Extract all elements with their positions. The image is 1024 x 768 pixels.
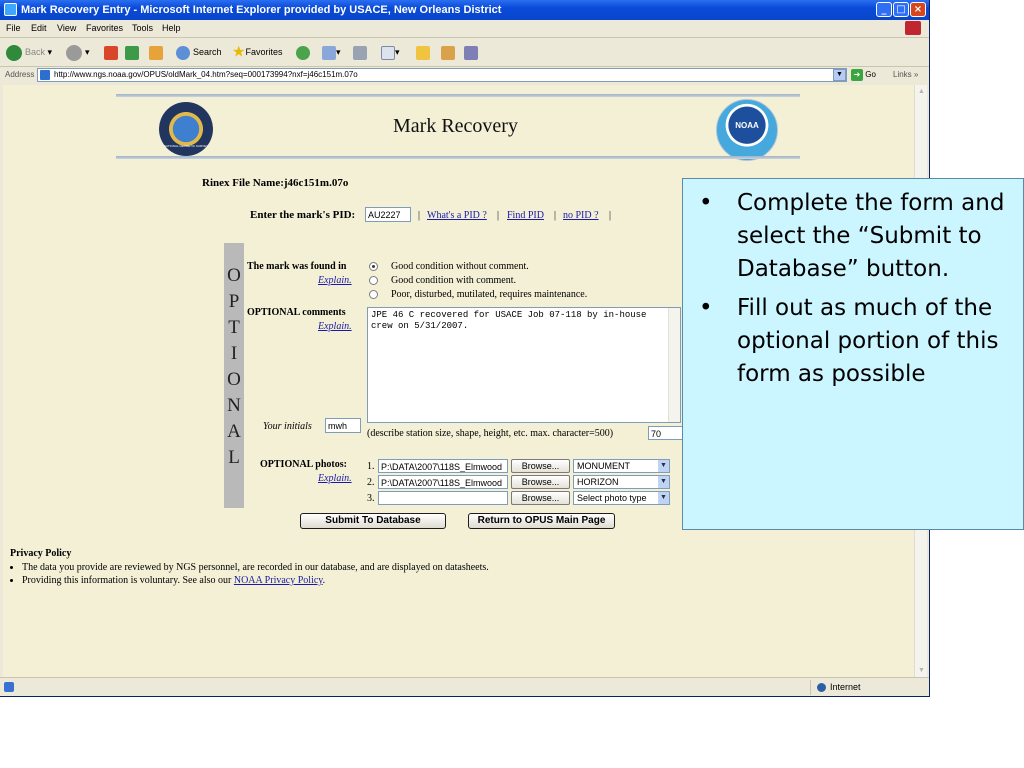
- address-label: Address: [5, 70, 35, 79]
- menu-help[interactable]: Help: [162, 23, 181, 33]
- page-status-icon: [4, 682, 14, 692]
- window-title: Mark Recovery Entry - Microsoft Internet Explorer provided by USACE, New Orleans District: [21, 4, 502, 16]
- stop-button[interactable]: [104, 43, 118, 61]
- back-button[interactable]: Back ▾: [6, 43, 52, 61]
- home-icon: [149, 46, 163, 60]
- photos-explain-link[interactable]: Explain.: [318, 473, 352, 484]
- close-button[interactable]: ×: [910, 2, 926, 17]
- condition-radio-good[interactable]: [369, 262, 378, 271]
- browse-button-3[interactable]: Browse...: [511, 491, 570, 505]
- edit-icon: [381, 46, 395, 60]
- privacy-policy: [10, 548, 489, 587]
- char-count-field: 70: [648, 426, 684, 440]
- menu-favorites[interactable]: Favorites: [86, 23, 124, 33]
- home-button[interactable]: [149, 43, 163, 61]
- chevron-down-icon: ▼: [658, 460, 669, 472]
- menu-file[interactable]: File: [6, 23, 21, 33]
- instruction-callout: [682, 178, 1024, 530]
- optional-letters: [224, 263, 244, 471]
- optional-section-bar: [224, 243, 244, 508]
- optional-letter: O: [227, 265, 241, 286]
- condition-option-3: Poor, disturbed, mutilated, requires maintenance.: [391, 289, 588, 300]
- chevron-down-icon: ▼: [658, 476, 669, 488]
- describe-hint: (describe station size, shape, height, etc. max. character=500): [367, 428, 614, 439]
- address-url: http://www.ngs.noaa.gov/OPUS/oldMark_04.htm?seq=000173994?nxf=j46c151m.07o: [54, 70, 358, 79]
- minimize-button[interactable]: _: [876, 2, 892, 17]
- find-pid-link[interactable]: Find PID: [507, 210, 544, 221]
- bullet-icon: •: [699, 295, 713, 321]
- bottom-rule: [116, 156, 800, 159]
- folder-button[interactable]: [416, 43, 430, 61]
- browse-button-1[interactable]: Browse...: [511, 459, 570, 473]
- menu-bar: [0, 20, 930, 38]
- maximize-button[interactable]: □: [893, 2, 909, 17]
- history-icon: [296, 46, 310, 60]
- windows-logo-icon: [905, 21, 921, 35]
- optional-letter: I: [230, 343, 238, 364]
- pid-label: Enter the mark's PID:: [250, 209, 356, 221]
- print-button[interactable]: [353, 43, 367, 61]
- privacy-item-1: • The data you provide are reviewed by NGS personnel, are recorded in our database, and are displayed on datasheets.: [22, 561, 489, 574]
- go-arrow-icon: ➜: [851, 69, 863, 81]
- condition-radio-comment[interactable]: [369, 276, 378, 285]
- privacy-item-2: • Providing this information is voluntary. See also our NOAA Privacy Policy.: [22, 574, 489, 587]
- optional-letter: L: [228, 447, 240, 468]
- bullet-icon: •: [699, 190, 713, 216]
- initials-label: Your initials: [263, 421, 312, 432]
- research-icon: [441, 46, 455, 60]
- menu-view[interactable]: View: [57, 23, 77, 33]
- photo-path-input-1[interactable]: P:\DATA\2007\118S_Elmwood: [378, 459, 508, 473]
- page-icon: [40, 70, 50, 80]
- toolbar: [0, 38, 930, 67]
- ngs-seal-logo: NATIONAL GEODETIC SURVEY: [159, 102, 213, 156]
- initials-input[interactable]: mwh: [325, 418, 361, 433]
- callout-item-2: • Fill out as much of the optional portion of this form as possible: [697, 292, 1019, 391]
- photo-path-input-2[interactable]: P:\DATA\2007\118S_Elmwood: [378, 475, 508, 489]
- menu-edit[interactable]: Edit: [31, 23, 47, 33]
- top-rule: [116, 94, 800, 97]
- favorites-button[interactable]: ★Favorites: [232, 43, 283, 61]
- page-content: NATIONAL GEODETIC SURVEY Mark Recovery NOAA Rinex File Name:j46c151m.07o Enter the mark's PID: AU2227 | What's a PID ? | Find PID | no PID ? | O P T I O N A L The mark was found in Explain. Good condition without comment. Good condition with comment. Poor, disturbed, mutilated, requires maintenance. OPTIONAL comments Explain. JPE 46 C recovered for USACE Job 07-118 by in-house crew on 5/31/2007. Your initials mwh (describe station size, shape, height, etc. max. character=500) 70 OPTIONAL photos: Explain. 1. P:\DATA\2007\118S_Elmwood Browse... MONUMENT ▼ 2. P:\DATA\2007\118S_Elmwood Browse... HORIZON ▼ 3. Browse... Select photo type ▼ Submit To Database Return to OPUS Main Page Privacy Policy • The data you provide are reviewed by NGS personnel, are recorded in our database, and are displayed on datasheets. • Providing this information is voluntary. See also our NOAA Privacy Policy.: [3, 85, 914, 677]
- return-to-opus-button[interactable]: Return to OPUS Main Page: [468, 513, 615, 529]
- go-button[interactable]: ➜ Go: [851, 69, 876, 81]
- address-bar: [0, 67, 930, 84]
- found-label: The mark was found in: [247, 261, 347, 272]
- optional-letter: A: [227, 421, 241, 442]
- refresh-button[interactable]: [125, 43, 139, 61]
- comments-text: JPE 46 C recovered for USACE Job 07-118 by in-house crew on 5/31/2007.: [371, 310, 647, 331]
- optional-letter: N: [227, 395, 241, 416]
- edit-button[interactable]: ▾: [381, 43, 400, 61]
- address-dropdown-icon[interactable]: ▼: [833, 69, 846, 81]
- messenger-button[interactable]: [464, 43, 478, 61]
- title-bar: [0, 0, 930, 20]
- stop-icon: [104, 46, 118, 60]
- menu-tools[interactable]: Tools: [132, 23, 154, 33]
- photo-path-input-3[interactable]: [378, 491, 508, 505]
- condition-option-1: Good condition without comment.: [391, 261, 529, 272]
- whats-a-pid-link[interactable]: What's a PID ?: [427, 210, 487, 221]
- status-bar: [0, 677, 930, 697]
- globe-icon: [817, 683, 826, 692]
- optional-letter: P: [228, 291, 240, 312]
- rinex-label: Rinex File Name:j46c151m.07o: [202, 177, 349, 189]
- star-icon: ★: [232, 43, 246, 61]
- folder-icon: [416, 46, 430, 60]
- search-button[interactable]: Search: [176, 43, 222, 61]
- forward-arrow-icon: [66, 45, 82, 61]
- comments-label: OPTIONAL comments: [247, 307, 346, 318]
- optional-letter: T: [228, 317, 240, 338]
- photo-type-select-3[interactable]: Select photo type ▼: [573, 491, 670, 505]
- page-title: Mark Recovery: [393, 115, 518, 137]
- messenger-icon: [464, 46, 478, 60]
- condition-radio-poor[interactable]: [369, 290, 378, 299]
- no-pid-link[interactable]: no PID ?: [563, 210, 599, 221]
- address-input[interactable]: [37, 68, 847, 82]
- photo-type-select-2[interactable]: HORIZON ▼: [573, 475, 670, 489]
- history-button[interactable]: [296, 43, 313, 61]
- security-zone: Internet: [810, 680, 928, 695]
- back-arrow-icon: [6, 45, 22, 61]
- links-button[interactable]: Links »: [893, 70, 919, 79]
- mail-button[interactable]: ▾: [322, 43, 341, 61]
- condition-option-2: Good condition with comment.: [391, 275, 516, 286]
- optional-letter: O: [227, 369, 241, 390]
- pid-input[interactable]: AU2227: [365, 207, 411, 222]
- refresh-icon: [125, 46, 139, 60]
- photo-type-select-1[interactable]: MONUMENT ▼: [573, 459, 670, 473]
- mail-icon: [322, 46, 336, 60]
- browse-button-2[interactable]: Browse...: [511, 475, 570, 489]
- noaa-seal-logo: NOAA: [716, 99, 778, 161]
- forward-button[interactable]: ▾: [66, 43, 90, 61]
- condition-explain-link[interactable]: Explain.: [318, 275, 352, 286]
- scroll-down-icon[interactable]: ▼: [918, 666, 925, 674]
- search-icon: [176, 46, 190, 60]
- photos-label: OPTIONAL photos:: [260, 459, 347, 470]
- submit-to-database-button[interactable]: Submit To Database: [300, 513, 446, 529]
- ie-icon: [4, 3, 17, 16]
- comments-textarea[interactable]: [367, 307, 681, 423]
- print-icon: [353, 46, 367, 60]
- comments-scrollbar[interactable]: [668, 308, 680, 422]
- callout-item-1: • Complete the form and select the “Submit to Database” button.: [697, 187, 1019, 286]
- research-button[interactable]: [441, 43, 455, 61]
- noaa-privacy-link[interactable]: NOAA Privacy Policy: [233, 575, 323, 586]
- privacy-title: Privacy Policy: [10, 548, 72, 559]
- comments-explain-link[interactable]: Explain.: [318, 321, 352, 332]
- chevron-down-icon: ▼: [658, 492, 669, 504]
- scroll-up-icon[interactable]: ▲: [918, 87, 925, 95]
